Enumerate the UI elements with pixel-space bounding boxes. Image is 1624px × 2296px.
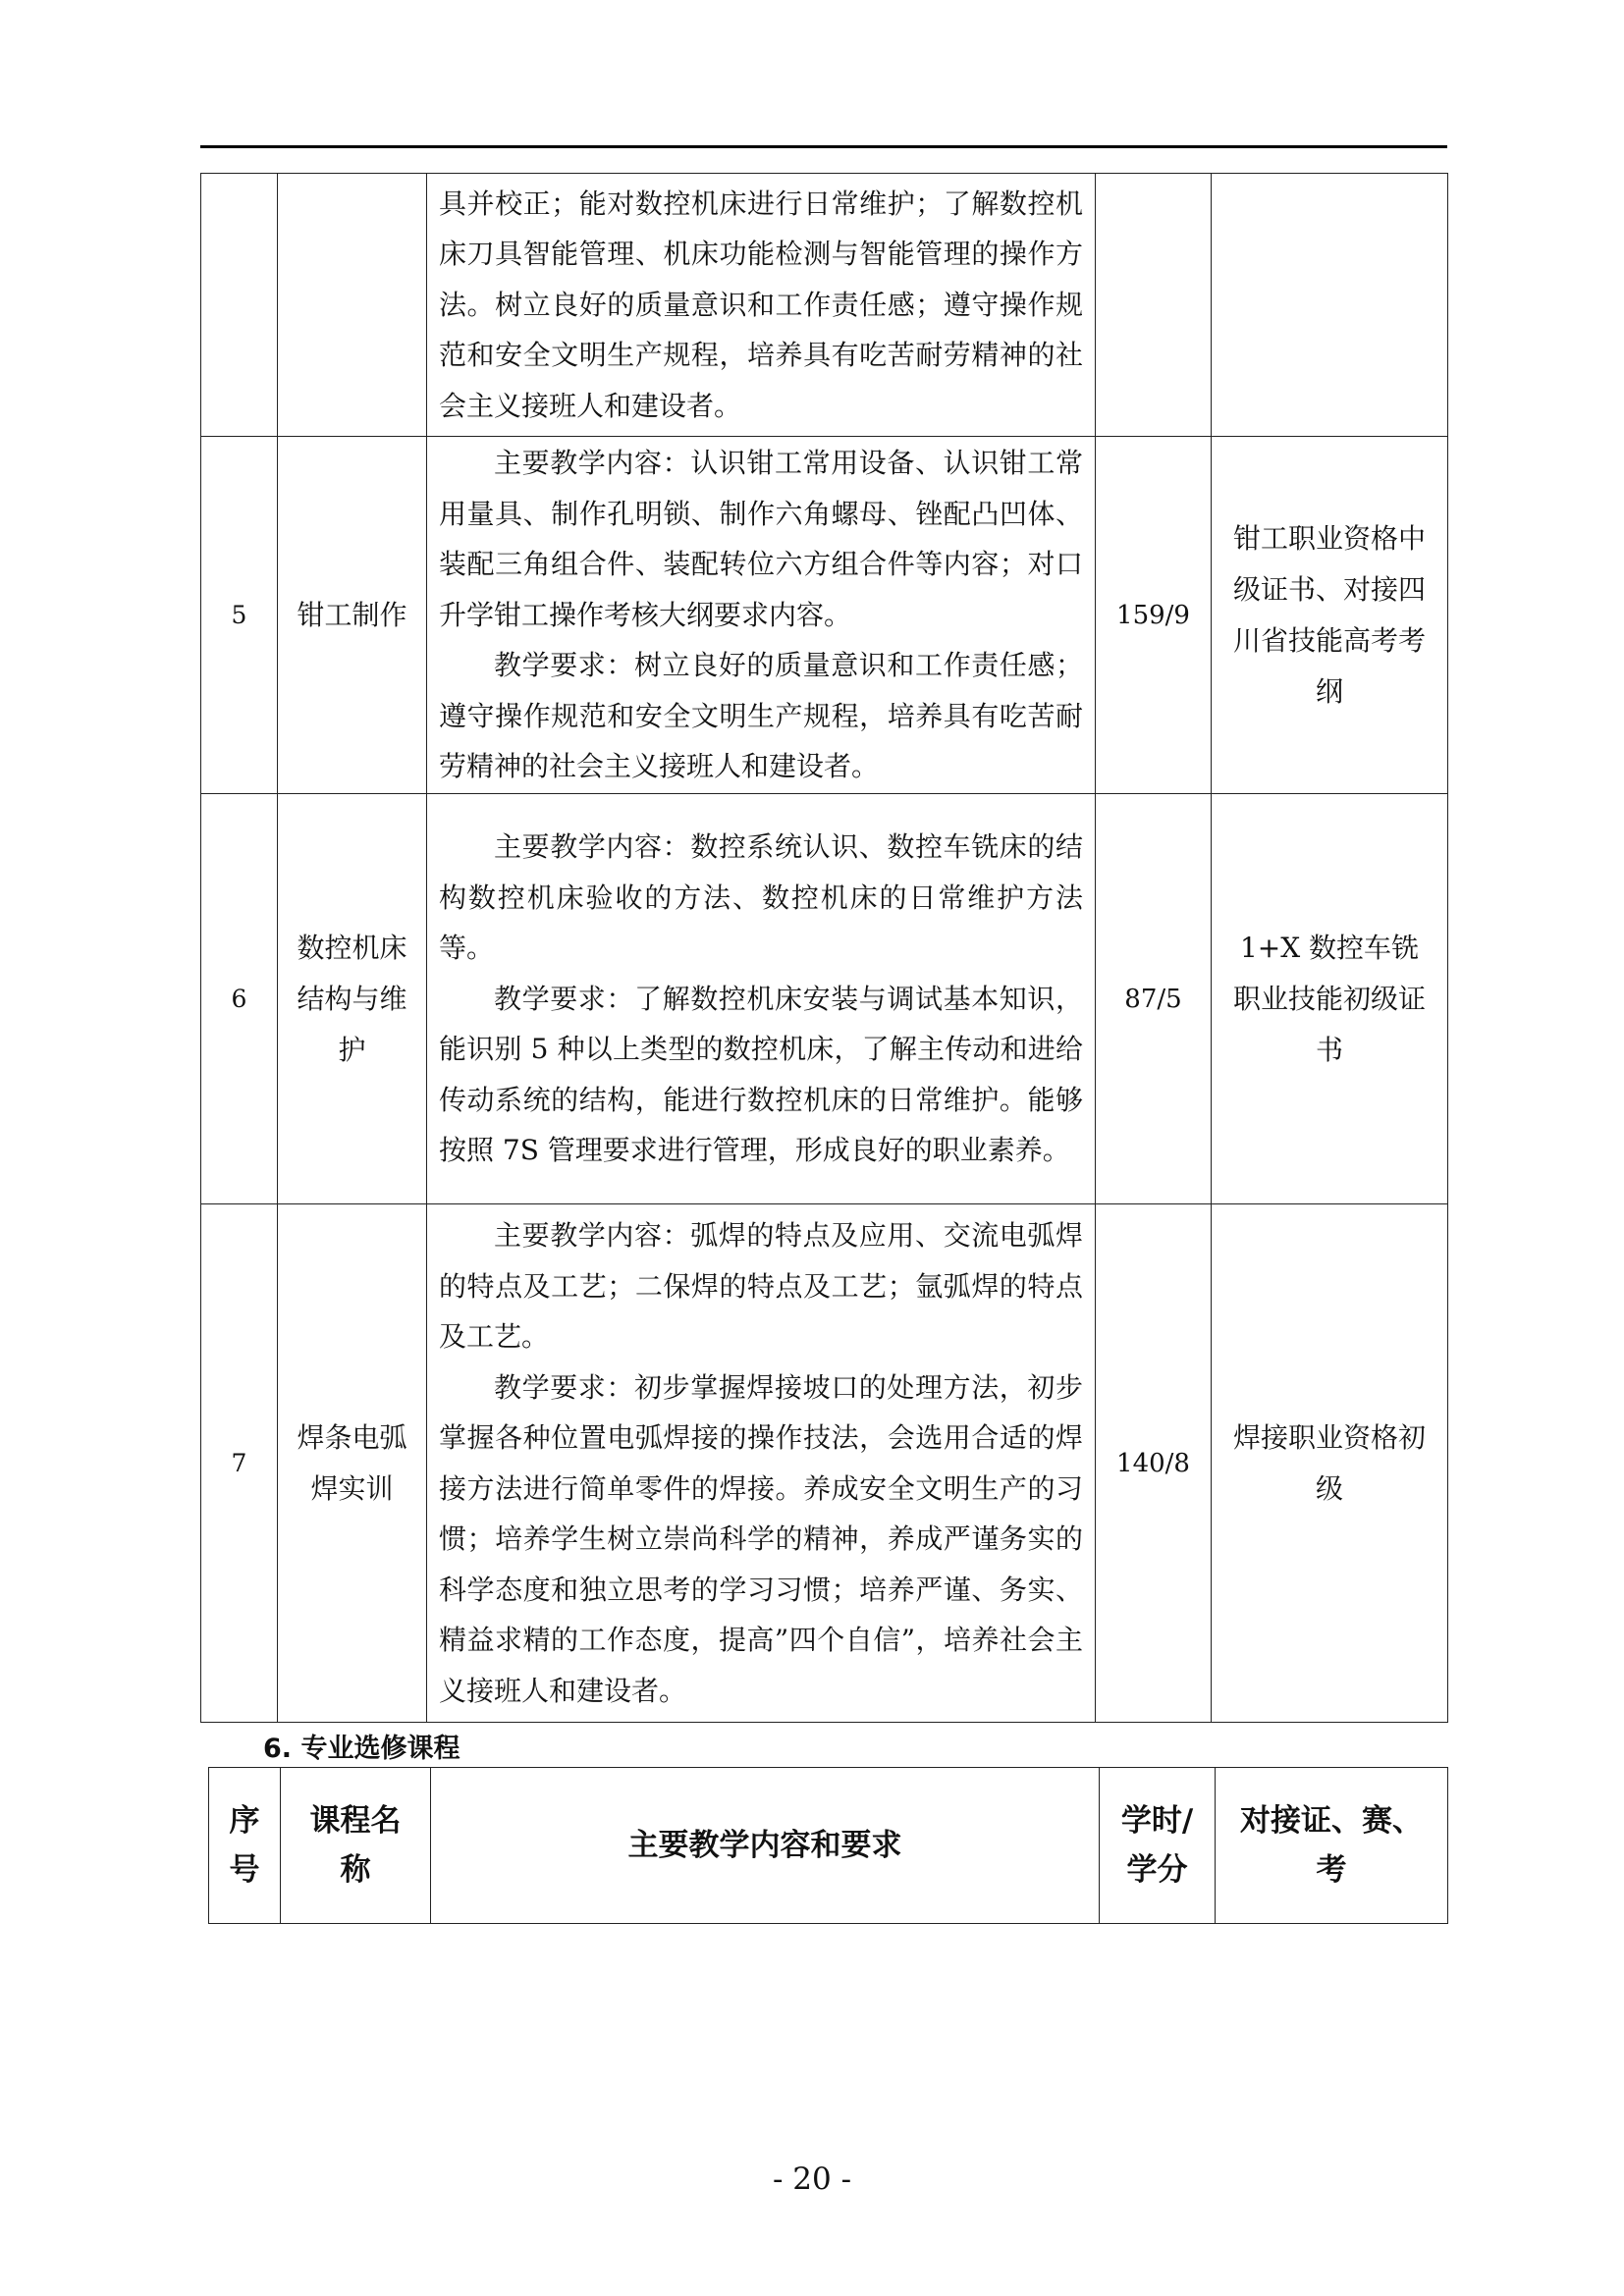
course-cert-text: 焊接职业资格初级 [1232,1420,1426,1505]
course-name [278,437,427,794]
header-name [281,1768,431,1924]
section-title: 6. 专业选修课程 [263,1734,460,1764]
header-hours-text: 学时/学分 [1120,1803,1194,1888]
course-hours [1096,174,1212,437]
content-paragraph: 教学要求：初步掌握焊接坡口的处理方法，初步掌握各种位置电弧焊接的操作技法，会选用合适的焊接方法进行简单零件的焊接。养成安全文明生产的习惯；培养学生树立崇尚科学的精神，养成严谨务实的科学态度和独立思考的学习习惯；培养严谨、务实、精益求精的工作态度，提高”四个自信”，培养社会主义接班人和建设者。 [439,1370,1083,1707]
course-name [278,174,427,437]
row-number: 5 [201,437,278,794]
course-name [278,1204,427,1723]
content-paragraph: 教学要求：了解数控机床安装与调试基本知识，能识别 5 种以上类型的数控机床，了解主传动和进给传动系统的结构，能进行数控机床的日常维护。能够按照 7S 管理要求进行管理，形成良好的职业素养。 [439,982,1083,1167]
header-content: 主要教学内容和要求 [431,1768,1100,1924]
course-cert [1212,1204,1448,1723]
content-paragraph: 主要教学内容：弧焊的特点及应用、交流电弧焊的特点及工艺；二保焊的特点及工艺；氩弧焊的特点及工艺。 [439,1219,1083,1353]
row-number [201,174,278,437]
header-hours [1100,1768,1216,1924]
course-name-text: 数控机床结构与维护 [297,931,407,1066]
course-name-text: 钳工制作 [297,598,407,631]
table-row [201,437,1448,794]
table-row [201,174,1448,437]
course-hours: 159/9 [1096,437,1212,794]
table-row [201,794,1448,1204]
course-content [427,1204,1096,1723]
content-paragraph: 教学要求：树立良好的质量意识和工作责任感；遵守操作规范和安全文明生产规程，培养具有吃苦耐劳精神的社会主义接班人和建设者。 [439,649,1083,783]
header-name-text: 课程名称 [309,1803,402,1888]
course-hours: 87/5 [1096,794,1212,1204]
elective-header-table [208,1767,1448,1924]
course-cert-text: 1+X 数控车铣职业技能初级证书 [1232,931,1426,1066]
header-no-text: 序号 [229,1803,260,1888]
header-cert-text: 对接证、赛、考 [1240,1803,1423,1888]
content-paragraph: 主要教学内容：认识钳工常用设备、认识钳工常用量具、制作孔明锁、制作六角螺母、锉配凸凹体、装配三角组合件、装配转位六方组合件等内容；对口升学钳工操作考核大纲要求内容。 [439,447,1083,631]
header-no [209,1768,281,1924]
course-content [427,437,1096,794]
course-table [200,173,1448,1723]
row-number: 7 [201,1204,278,1723]
course-content [427,794,1096,1204]
header-rule [200,145,1447,148]
course-hours: 140/8 [1096,1204,1212,1723]
row-number: 6 [201,794,278,1204]
course-name-text: 焊条电弧焊实训 [297,1420,407,1505]
table-row [201,1204,1448,1723]
course-cert [1212,794,1448,1204]
page-number: - 20 - [772,2162,852,2197]
content-paragraph: 具并校正；能对数控机床进行日常维护；了解数控机床刀具智能管理、机床功能检测与智能管理的操作方法。树立良好的质量意识和工作责任感；遵守操作规范和安全文明生产规程，培养具有吃苦耐劳精神的社会主义接班人和建设者。 [439,187,1083,422]
course-name [278,794,427,1204]
content-paragraph: 主要教学内容：数控系统认识、数控车铣床的结构数控机床验收的方法、数控机床的日常维护方法等。 [439,830,1083,965]
header-row [209,1768,1448,1924]
course-content [427,174,1096,437]
course-cert-text: 钳工职业资格中级证书、对接四川省技能高考考纲 [1232,521,1426,708]
header-cert [1216,1768,1448,1924]
course-cert [1212,174,1448,437]
course-cert [1212,437,1448,794]
